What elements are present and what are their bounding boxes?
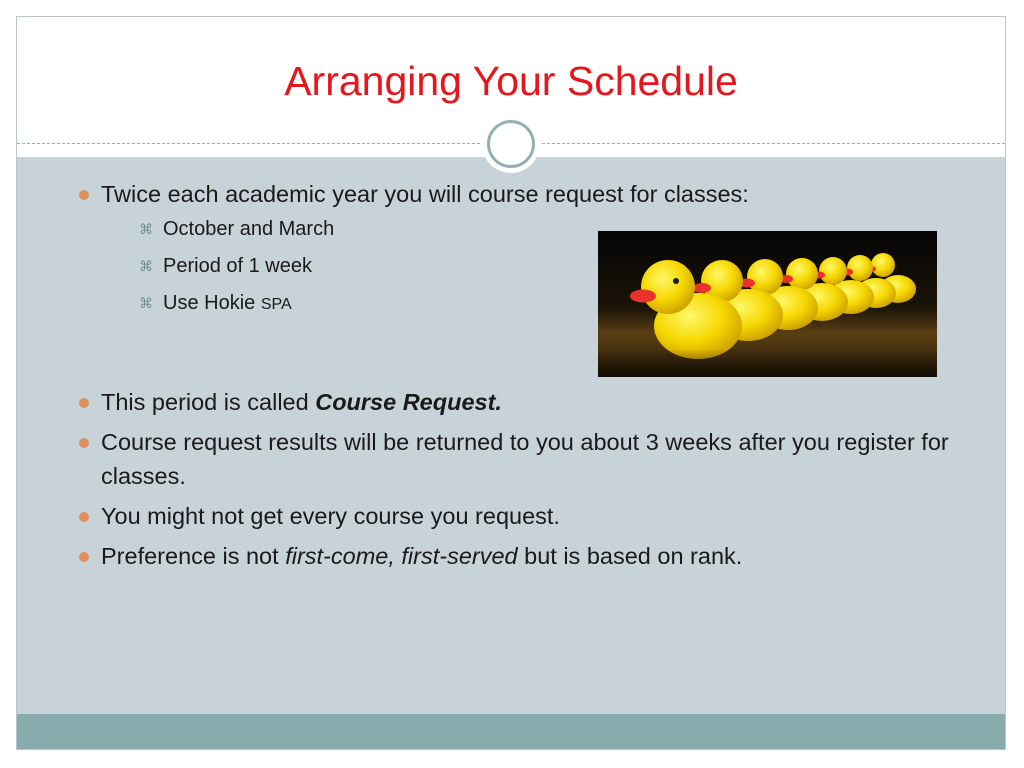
slide-title: Arranging Your Schedule (284, 58, 738, 104)
rubber-ducks-image (598, 231, 937, 377)
star-bullet-icon: ⌘ (139, 295, 153, 311)
bullet-item (79, 539, 959, 573)
bullet-text: Twice each academic year you will course request for classes: (101, 181, 749, 207)
star-bullet-icon: ⌘ (139, 258, 153, 274)
sub-bullet-text: October and March (163, 218, 335, 240)
bullet-item (79, 425, 959, 493)
sub-bullet-text: Use Hokie (163, 292, 256, 314)
circle-ornament-icon (482, 115, 540, 173)
bullet-text: This period is called (101, 389, 316, 415)
bullet-text: Preference is not (101, 543, 286, 569)
bullet-text: Course request results will be returned to you about 3 weeks after you register for classes. (101, 429, 949, 489)
star-bullet-icon: ⌘ (139, 221, 153, 237)
circle-ring (487, 120, 535, 168)
slide (16, 16, 1006, 750)
spa-text: SPA (260, 296, 292, 313)
bullet-item (79, 499, 959, 533)
bullet-item (79, 385, 959, 419)
emphasis-text: first-come, first-served (285, 543, 518, 569)
bullet-item (79, 177, 959, 211)
bullet-text: but is based on rank. (517, 543, 743, 569)
bullet-text: You might not get every course you request. (101, 503, 560, 529)
rubber-ducks-icon (598, 231, 937, 377)
footer-bar (17, 714, 1005, 749)
sub-bullet-text: Period of 1 week (163, 255, 312, 277)
course-request-term: Course Request. (315, 389, 502, 415)
